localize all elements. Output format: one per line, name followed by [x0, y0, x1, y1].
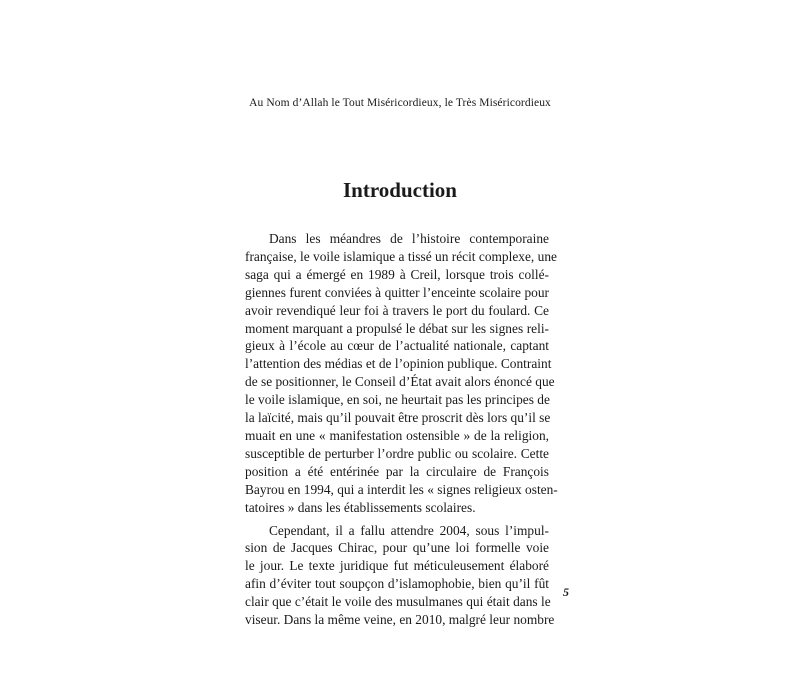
text-line: avoir revendiqué leur foi à travers le port du foulard. Ce [245, 302, 549, 318]
text-line: susceptible de perturber l’ordre public ou scolaire. Cette [245, 445, 549, 461]
page-number: 5 [563, 585, 569, 599]
text-line: viseur. Dans la même veine, en 2010, malgré leur nombre [245, 612, 555, 628]
chapter-title: Introduction [343, 178, 457, 202]
text-line: le jour. Le texte juridique fut méticuleusement élaboré [245, 558, 549, 574]
text-line: de se positionner, le Conseil d’État avait alors énoncé que [245, 374, 555, 390]
paragraph [245, 230, 558, 517]
body-text [245, 230, 558, 629]
text-line: l’attention des médias et de l’opinion publique. Contraint [245, 356, 552, 372]
text-line: Dans les méandres de l’histoire contemporaine [269, 231, 549, 246]
text-line: le voile islamique, en soi, ne heurtait pas les principes de [245, 392, 550, 408]
text-line: clair que c’était le voile des musulmanes qui était dans le [245, 594, 551, 610]
text-line: tatoires » dans les établissements scolaires. [245, 499, 476, 515]
paragraph [245, 522, 555, 629]
text-line: gieux à l’école au cœur de l’actualité nationale, captant [245, 338, 549, 354]
text-line: la laïcité, mais qu’il pouvait être proscrit dès lors qu’il se [245, 410, 551, 426]
text-line: afin d’éviter tout soupçon d’islamophobie, bien qu’il fût [245, 576, 549, 592]
text-line: muait en une « manifestation ostensible » de la religion, [245, 427, 549, 443]
text-line: française, le voile islamique a tissé un récit complexe, une [245, 248, 557, 264]
text-line: giennes furent conviées à quitter l’enceinte scolaire pour [245, 284, 549, 300]
text-line: position a été entérinée par la circulaire de François [245, 463, 549, 479]
text-line: Cependant, il a fallu attendre 2004, sous l’impul- [269, 522, 549, 538]
text-line: sion de Jacques Chirac, pour qu’une loi formelle voie [245, 540, 549, 556]
text-line: saga qui a émergé en 1989 à Creil, lorsque trois collé- [245, 266, 549, 282]
epigraph: Au Nom d’Allah le Tout Miséricordieux, le Très Miséricordieux [249, 97, 551, 109]
text-line: Bayrou en 1994, qui a interdit les « signes religieux osten- [245, 481, 558, 497]
text-line: moment marquant a propulsé le débat sur les signes reli- [245, 320, 549, 336]
